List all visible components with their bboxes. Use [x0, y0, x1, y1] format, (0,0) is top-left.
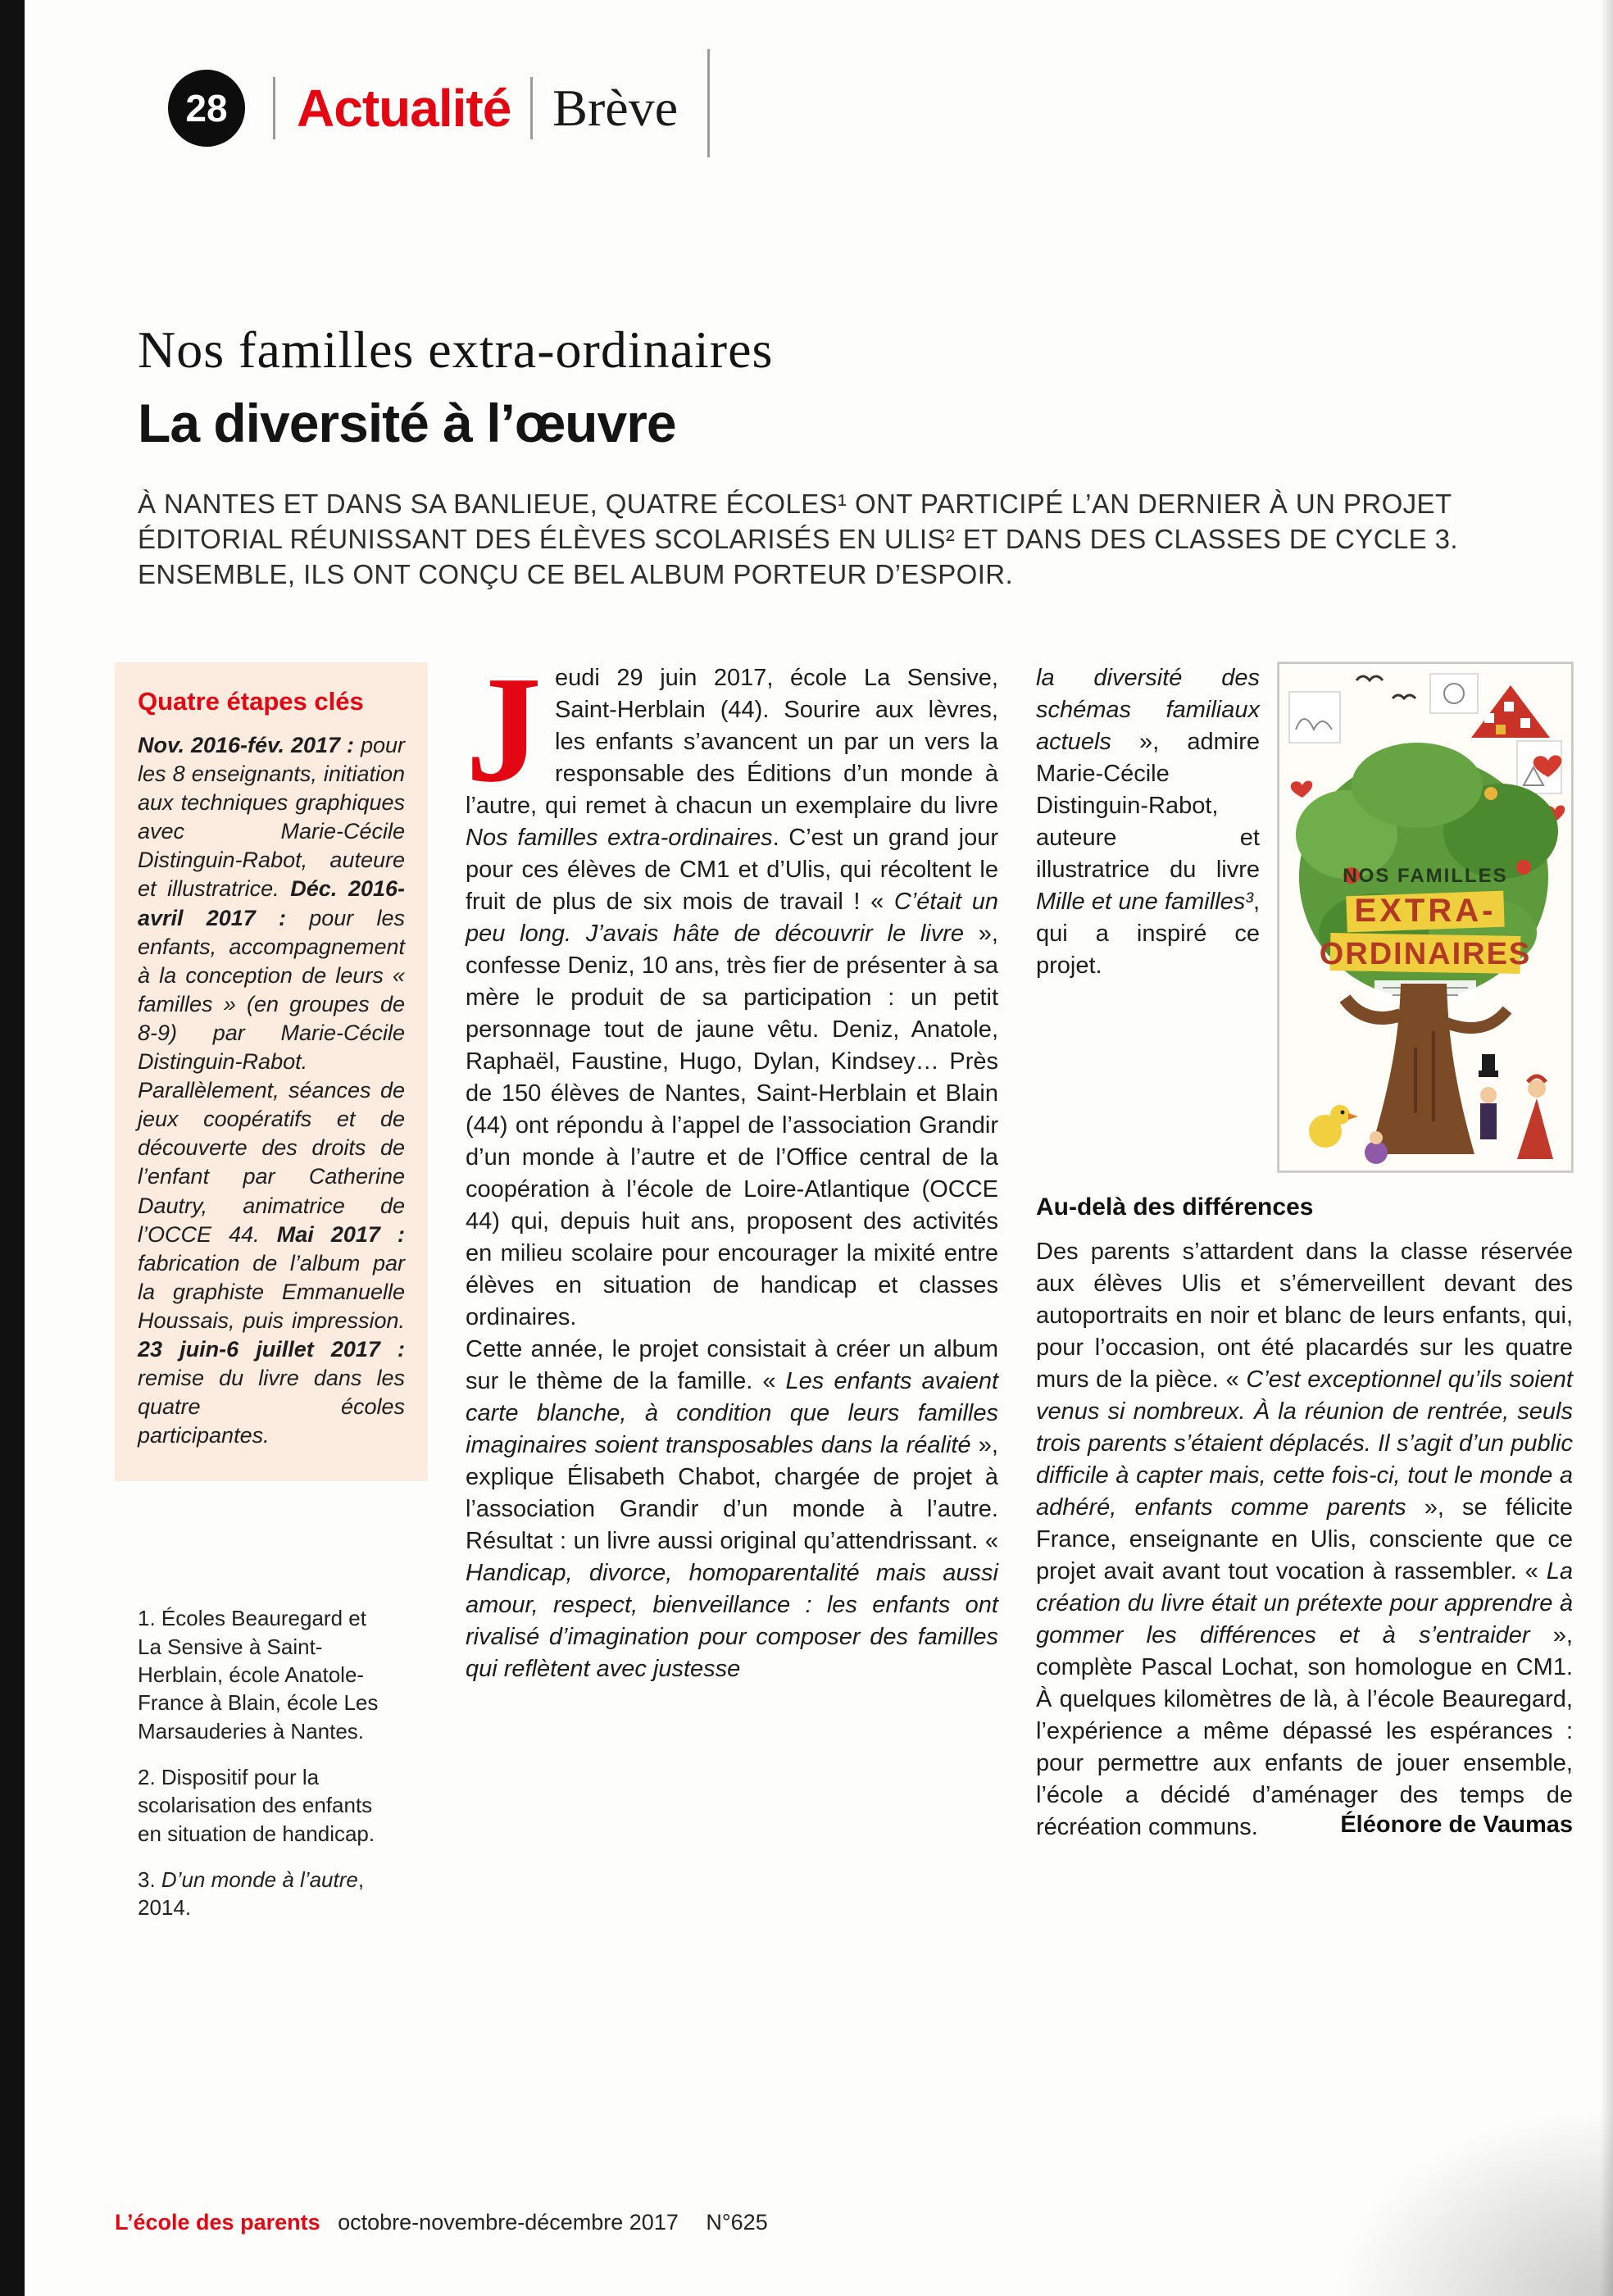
page-curl-shadow: [1334, 2107, 1613, 2296]
article-paragraph: [466, 645, 998, 1334]
rubric-title: Brève: [552, 79, 679, 137]
book-cover-title-line2: EXTRA-: [1354, 893, 1497, 929]
footnote: 3. D’un monde à l’autre, 2014.: [138, 1866, 365, 1921]
section-title: Actualité: [297, 79, 511, 138]
page-footer: [115, 2210, 768, 2235]
article-title-block: [138, 320, 1544, 593]
book-cover-title-line1: NOS FAMILLES: [1343, 865, 1508, 887]
article-kicker: Nos familles extra-ordinaires: [138, 321, 774, 379]
paragraph-text: eudi 29 juin 2017, école La Sensive, Saint-Herblain (44). Sourire aux lèvres, les enfants s’avancent un par un vers la responsable des Éditions d’un monde à l’autre, qui remet à chacun un exemplaire du livre Nos familles extra-ordinaires. C’est un grand jour pour ces élèves de CM1 et d’Ulis, qui récoltent le fruit de plus de six mois de travail ! « C’était un peu long. J’avais hâte de découvrir le livre », confesse Deniz, 10 ans, très fier de présenter à sa mère le produit de sa participation : un petit personnage tout de jaune vêtu. Deniz, Anatole, Raphaël, Faustine, Hugo, Dylan, Kindsey… Près de 150 élèves de Nantes, Saint-Herblain et Blain (44) ont répondu à l’appel de l’association Grandir d’un monde à l’autre et de l’Office central de la coopération à l’école de Loire-Atlantique (OCCE 44) qui, depuis huit ans, proposent des activités en milieu scolaire pour encourager la mixité entre élèves en situation de handicap et classes ordinaires.: [466, 665, 998, 1330]
article-standfirst: À NANTES ET DANS SA BANLIEUE, QUATRE ÉCOLES¹ ONT PARTICIPÉ L’AN DERNIER À UN PROJET ÉDITORIAL RÉUNISSANT DES ÉLÈVES SCOLARISÉS EN ULIS² ET DANS DES CLASSES DE CYCLE 3. ENSEMBLE, ILS ONT CONÇU CE BEL ALBUM PORTEUR D’ESPOIR.: [138, 489, 1458, 589]
issue-date: octobre-novembre-décembre 2017: [338, 2210, 679, 2235]
key-steps-title: Quatre étapes clés: [138, 687, 364, 716]
key-steps-text: [138, 731, 405, 1450]
middle-column: [466, 645, 999, 1939]
article-subhead: Au-delà des différences: [1036, 1193, 1314, 1221]
book-cover-title-line3: ORDINAIRES: [1319, 937, 1532, 971]
key-step-date: 23 juin-6 juillet 2017 :: [138, 1336, 405, 1362]
header-divider: [707, 49, 710, 157]
footnote: 2. Dispositif pour la scolarisation des enfants en situation de handicap.: [138, 1764, 375, 1846]
page-header: [168, 59, 710, 157]
book-cover-art: [1278, 662, 1573, 1172]
drop-cap: J: [466, 645, 542, 814]
key-step-text: remise du livre dans les quatre écoles participantes.: [138, 1366, 405, 1448]
key-step: [138, 876, 405, 1246]
header-divider: [273, 77, 275, 139]
scan-edge-right: [1600, 0, 1613, 2296]
article-columns: [115, 645, 1574, 1939]
right-column: [1036, 662, 1573, 1939]
key-steps-box: [115, 662, 428, 1481]
left-column: [115, 662, 428, 1939]
key-step-text: pour les 8 enseignants, initiation aux techniques graphiques avec Marie-Cécile Distinguin-Rabot, auteure et illustratrice.: [138, 733, 405, 902]
page-number: 28: [168, 70, 245, 147]
article-title: La diversité à l’œuvre: [138, 393, 676, 453]
article-paragraph: Cette année, le projet consistait à créer un album sur le thème de la famille. « Les enfants avaient carte blanche, à condition que leurs familles imaginaires soient transposables dans la réalité », explique Élisabeth Chabot, chargée de projet à l’association Grandir d’un monde à l’autre. Résultat : un livre aussi original qu’attendrissant. « Handicap, divorce, homoparentalité mais aussi amour, respect, bienveillance : les enfants ont rivalisé d’imagination pour composer des familles qui reflètent avec justesse: [466, 1336, 999, 1682]
scan-edge-left: [0, 0, 25, 2296]
footnotes: [138, 1604, 384, 1921]
book-cover: [1278, 662, 1573, 1172]
key-step: [138, 1337, 405, 1448]
key-step-text: fabrication de l’album par la graphiste Emmanuelle Houssais, puis impression.: [138, 1250, 405, 1333]
article-paragraph: la diversité des schémas familiaux actuels », admire Marie-Cécile Distinguin-Rabot, auteure et illustratrice du livre Mille et une familles³, qui a inspiré ce projet.: [1036, 665, 1260, 979]
key-step-date: Nov. 2016-fév. 2017 :: [138, 733, 354, 757]
article-paragraph: Des parents s’attardent dans la classe réservée aux élèves Ulis et s’émerveillent devant des autoportraits en noir et blanc de leurs enfants, qui, pour l’occasion, ont été placardés sur les quatre murs de la pièce. « C’est exceptionnel qu’ils soient venus si nombreux. À la réunion de rentrée, seuls trois parents s’étaient déplacés. Il s’agit d’un public difficile à capter mais, cette fois-ci, tout le monde a adhéré, enfants comme parents », se félicite France, enseignante en Ulis, consciente que ce projet avait avant tout vocation à rassembler. « La création du livre était un prétexte pour apprendre à gommer les différences et à s’entraider », complète Pascal Lochat, son homologue en CM1. À quelques kilomètres de là, à l’école Beauregard, l’expérience a même dépassé les espérances : pour permettre aux enfants de jouer ensemble, l’école a décidé d’aménager des temps de récréation communs.: [1036, 1239, 1573, 1840]
magazine-name: L’école des parents: [115, 2210, 320, 2235]
key-step-date: Déc. 2016-avril 2017 :: [138, 876, 405, 930]
footnote: 1. Écoles Beauregard et La Sensive à Saint-Herblain, école Anatole-France à Blain, école Les Marsauderies à Nantes.: [138, 1606, 379, 1744]
issue-number: N°625: [706, 2210, 768, 2235]
header-divider: [530, 77, 533, 139]
key-step-text: pour les enfants, accompagnement à la conception de leurs « familles » (en groupes de 8-9) par Marie-Cécile Distinguin-Rabot. Parallèlement, séances de jeux coopératifs et de découverte des droits de l’enfant par Catherine Dautry, animatrice de l’OCCE 44.: [138, 905, 405, 1247]
key-step-date: Mai 2017 :: [276, 1221, 405, 1247]
author-byline: Éléonore de Vaumas: [1340, 1812, 1573, 1838]
